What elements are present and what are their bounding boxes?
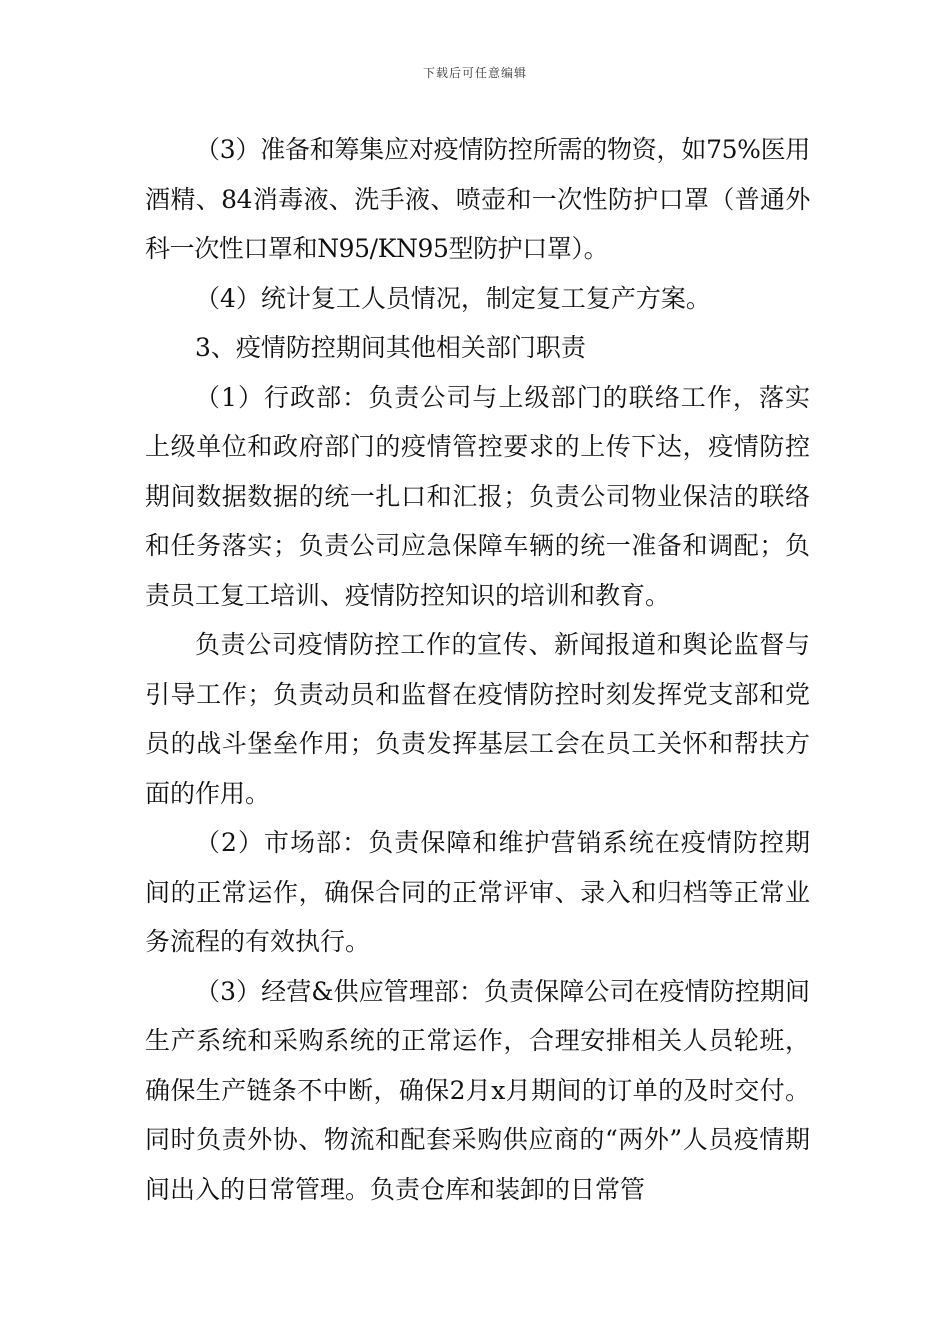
paragraph-supplies: （3）准备和筹集应对疫情防控所需的物资，如75%医用酒精、84消毒液、洗手液、喷壶和一次性防护口罩（普通外科一次性口罩和N95/KN95型防护口罩）。 — [145, 135, 810, 263]
paragraph-publicity: 负责公司疫情防控工作的宣传、新闻报道和舆论监督与引导工作；负责动员和监督在疫情防控时刻发挥党支部和党员的战斗堡垒作用；负责发挥基层工会在员工关怀和帮扶方面的作用。 — [145, 630, 810, 808]
paragraph-staff-statistics: （4）统计复工人员情况，制定复工复产方案。 — [195, 283, 711, 313]
download-note: 下载后可任意编辑 — [422, 66, 527, 80]
section-heading-other-departments: 3、疫情防控期间其他相关部门职责 — [195, 333, 586, 362]
document-body — [145, 125, 810, 1214]
paragraph-administration: （1）行政部：负责公司与上级部门的联络工作，落实上级单位和政府部门的疫情管控要求的上传下达，疫情防控期间数据数据的统一扎口和汇报；负责公司物业保洁的联络和任务落实；负责公司应急保障车辆的统一准备和调配；负责员工复工培训、疫情防控知识的培训和教育。 — [145, 382, 810, 610]
paragraph-operations-supply: （3）经营&供应管理部：负责保障公司在疫情防控期间生产系统和采购系统的正常运作，合理安排相关人员轮班，确保生产链条不中断，确保2月x月期间的订单的及时交付。同时负责外协、物流和配套采购供应商的“两外”人员疫情期间出入的日常管理。负责仓库和装卸的日常管 — [145, 976, 810, 1204]
paragraph-marketing: （2）市场部：负责保障和维护营销系统在疫情防控期间的正常运作，确保合同的正常评审、录入和归档等正常业务流程的有效执行。 — [145, 828, 810, 956]
